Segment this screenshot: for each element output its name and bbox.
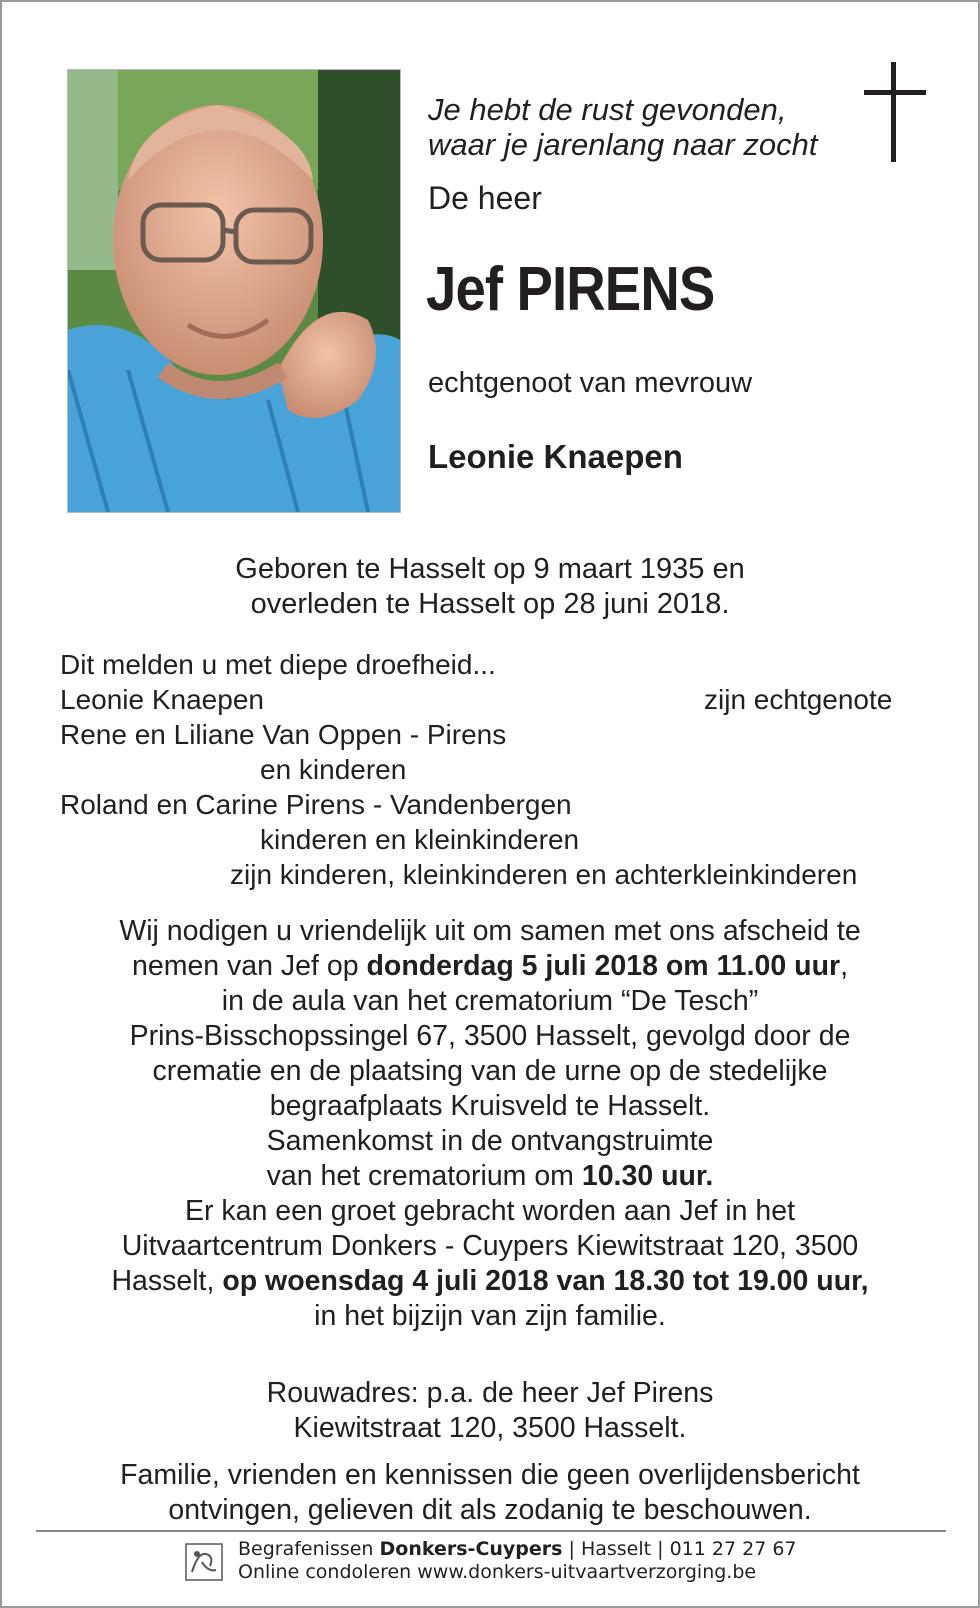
visitation-datetime: op woensdag 4 juli 2018 van 18.30 tot 19.00 uur, [222,1265,869,1297]
deceased-name: Jef PIRENS [426,255,715,324]
invite-line: Er kan een groet gebracht worden aan Jef in het [185,1195,795,1227]
poem-verse [428,92,848,162]
invite-line [2,949,978,984]
footer-text: | Hasselt | [562,1538,670,1560]
footer-text: Begrafenissen [238,1538,380,1560]
address-line-1: Rouwadres: p.a. de heer Jef Pirens [266,1377,714,1409]
poem-line-1: Je hebt de rust gevonden, [428,92,787,127]
invite-line [2,1264,978,1299]
invite-line: in de aula van het crematorium “De Tesch” [221,985,759,1017]
footer-line-2: Online condoleren www.donkers-uitvaartverzorging.be [238,1561,757,1583]
birth-death-dates [2,552,978,622]
footer-divider [36,1530,946,1532]
family-child-1: Rene en Liliane Van Oppen - Pirens [60,719,507,750]
gathering-time: 10.30 uur. [581,1160,714,1192]
phone-number: 011 27 27 67 [669,1538,797,1560]
family-spouse-role: zijn echtgenote [704,684,893,715]
poem-line-2: waar je jarenlang naar zocht [428,127,818,162]
family-child-2: Roland en Carine Pirens - Vandenbergen [60,789,572,820]
birth-line: Geboren te Hasselt op 9 maart 1935 en [235,553,745,585]
family-spouse: Leonie Knaepen [60,684,264,715]
invite-line: Uitvaartcentrum Donkers - Cuypers Kiewitstraat 120, 3500 [121,1230,859,1262]
portrait-photo [67,69,401,513]
invite-line: Samenkomst in de ontvangstruimte [266,1125,714,1157]
funeral-invitation [2,914,978,1334]
closing-line-2: ontvingen, gelieven dit als zodanig te beschouwen. [168,1494,812,1526]
invite-text: van het crematorium om [266,1160,582,1192]
invite-line: in het bijzijn van zijn familie. [314,1300,666,1332]
death-line: overleden te Hasselt op 28 juni 2018. [250,588,730,620]
invite-line: begraafplaats Kruisveld te Hasselt. [269,1090,711,1122]
honorific: De heer [428,180,542,216]
cross-icon [864,62,926,162]
closing-line-1: Familie, vrienden en kennissen die geen overlijdensbericht [120,1459,860,1491]
company-name: Donkers-Cuypers [379,1538,563,1560]
invite-line: crematie en de plaatsing van de urne op de stedelijke [152,1055,828,1087]
funeral-home-logo-icon [184,1542,224,1582]
invite-line: Prins-Bisschopssingel 67, 3500 Hasselt, gevolgd door de [129,1020,851,1052]
spouse-name: Leonie Knaepen [428,438,683,475]
family-child-2-sub: kinderen en kleinkinderen [260,824,580,855]
footer-info [238,1538,797,1584]
invite-text: Hasselt, [111,1265,223,1297]
closing-note [2,1458,978,1528]
family-descendants: zijn kinderen, kleinkinderen en achterkleinkinderen [230,859,858,890]
invite-text: , [840,950,848,982]
ceremony-datetime: donderdag 5 juli 2018 om 11.00 uur [366,950,841,982]
footer-line-1 [238,1538,797,1561]
invite-text: nemen van Jef op [132,950,367,982]
family-child-1-sub: en kinderen [260,754,407,785]
invite-line: Wij nodigen u vriendelijk uit om samen met ons afscheid te [119,915,861,947]
family-intro: Dit melden u met diepe droefheid... [60,649,496,680]
spouse-intro: echtgenoot van mevrouw [428,367,753,399]
mourning-address [2,1376,978,1446]
invite-line [2,1159,978,1194]
address-line-2: Kiewitstraat 120, 3500 Hasselt. [293,1412,687,1444]
